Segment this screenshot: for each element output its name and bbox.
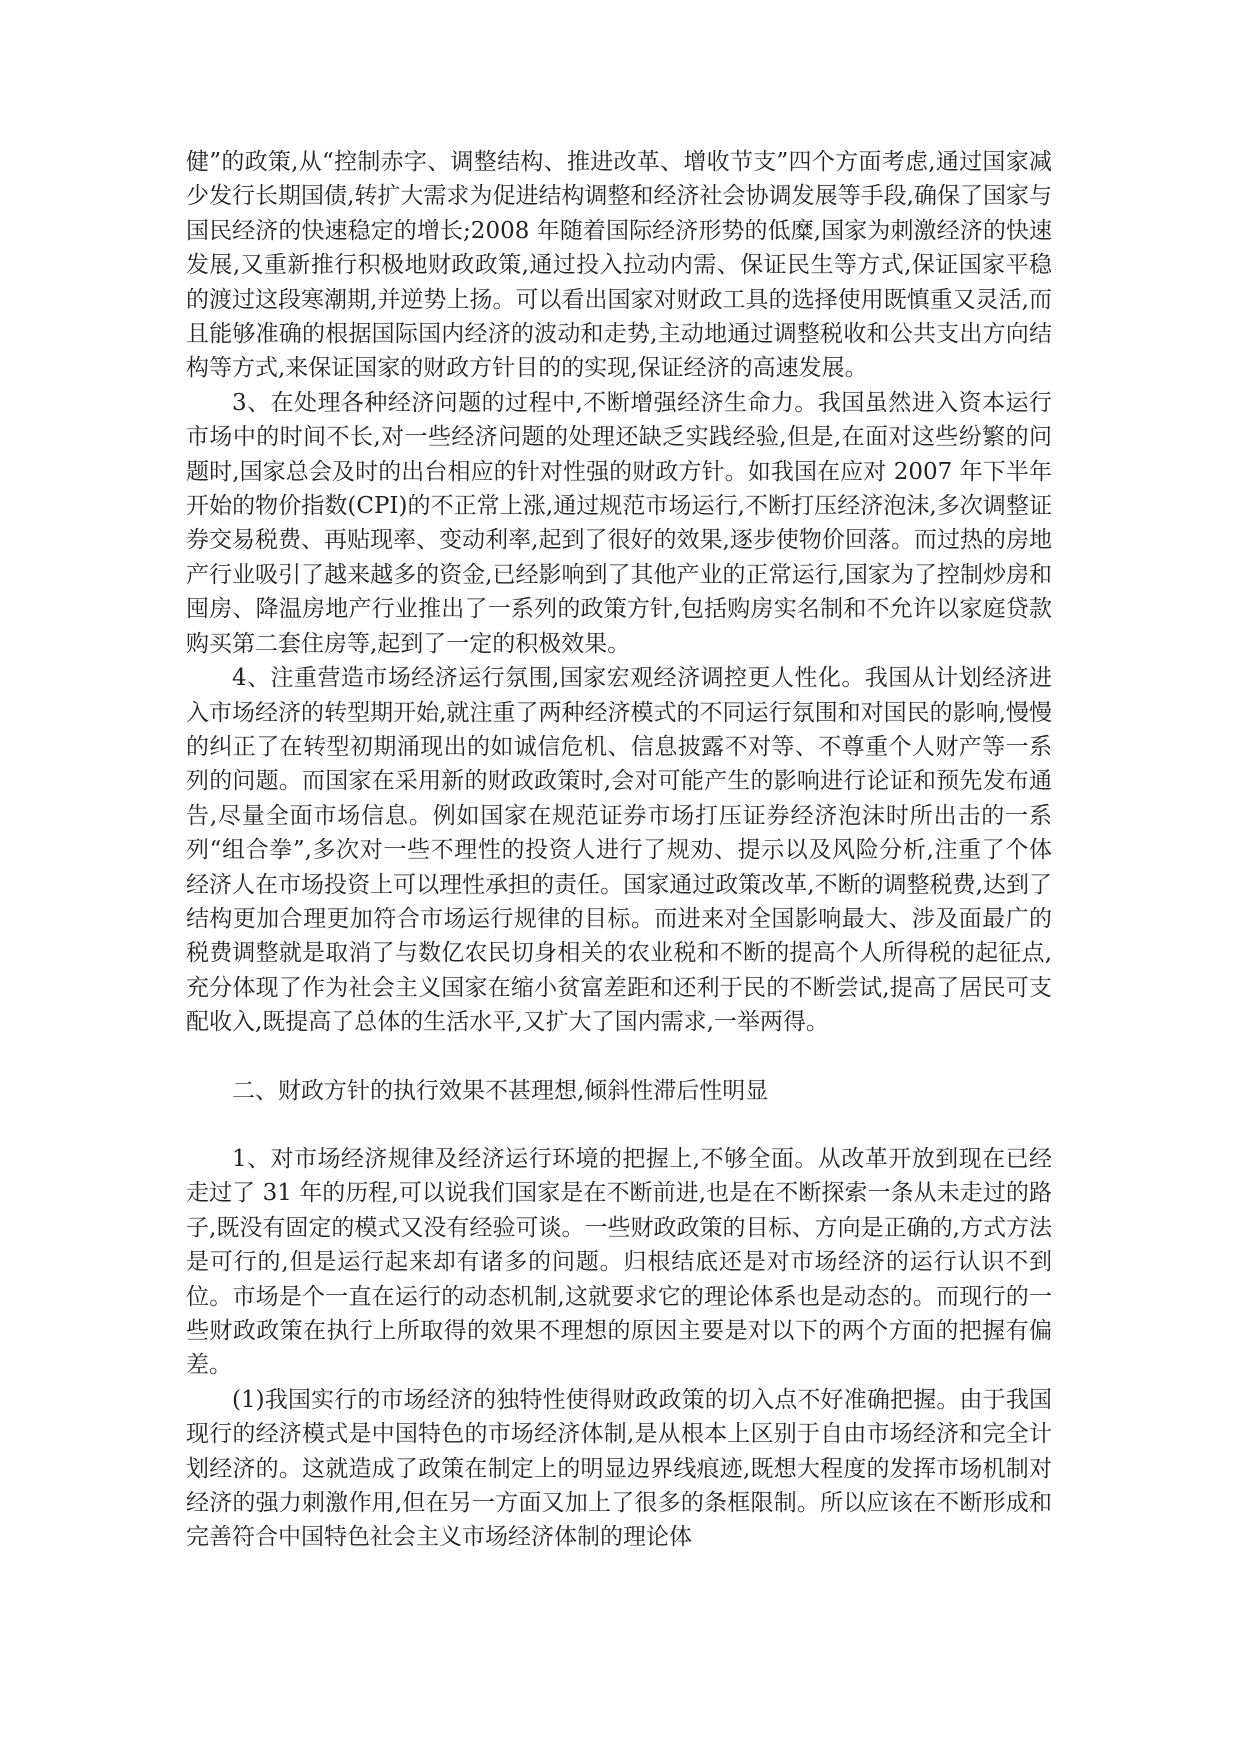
document-page xyxy=(186,145,1052,1555)
paragraph-continuation: 健”的政策,从“控制赤字、调整结构、推进改革、增收节支”四个方面考虑,通过国家减少发行长期国债,转扩大需求为促进结构调整和经济社会协调发展等手段,确保了国家与国民经济的快速稳定的增长;2008 年随着国际经济形势的低糜,国家为刺激经济的快速发展,又重新推行积极地财政政策,通过投入拉动内需、保证民生等方式,保证国家平稳的渡过这段寒潮期,并逆势上扬。可以看出国家对财政工具的选择使用既慎重又灵活,而且能够准确的根据国际国内经济的波动和走势,主动地通过调整税收和公共支出方向结构等方式,来保证国家的财政方针目的的实现,保证经济的高速发展。 xyxy=(186,149,1052,382)
paragraph-section-point-1: 1、对市场经济规律及经济运行环境的把握上,不够全面。从改革开放到现在已经走过了 31 年的历程,可以说我们国家是在不断前进,也是在不断探索一条从未走过的路子,既没有固定的模式又没有经验可谈。一些财政政策的目标、方向是正确的,方式方法是可行的,但是运行起来却有诸多的问题。归根结底还是对市场经济的运行认识不到位。市场是个一直在运行的动态机制,这就要求它的理论体系也是动态的。而现行的一些财政政策在执行上所取得的效果不理想的原因主要是对以下的两个方面的把握有偏差。 xyxy=(186,1145,1052,1379)
paragraph-point-3: 3、在处理各种经济问题的过程中,不断增强经济生命力。我国虽然进入资本运行市场中的时间不长,对一些经济问题的处理还缺乏实践经验,但是,在面对这些纷繁的问题时,国家总会及时的出台相应的针对性强的财政方针。如我国在应对 2007 年下半年开始的物价指数(CPI)的不正常上涨,通过规范市场运行,不断打压经济泡沫,多次调整证券交易税费、再贴现率、变动利率,起到了很好的效果,逐步使物价回落。而过热的房地产行业吸引了越来越多的资金,已经影响到了其他产业的正常运行,国家为了控制炒房和囤房、降温房地产行业推出了一系列的政策方针,包括购房实名制和不允许以家庭贷款购买第二套住房等,起到了一定的积极效果。 xyxy=(186,389,1052,657)
section-heading: 二、财政方针的执行效果不甚理想,倾斜性滞后性明显 xyxy=(232,1077,769,1104)
paragraph-subpoint-1: (1)我国实行的市场经济的独特性使得财政政策的切入点不好准确把握。由于我国现行的经济模式是中国特色的市场经济体制,是从根本上区别于自由市场经济和完全计划经济的。这就造成了政策在制定上的明显边界线痕迹,既想大程度的发挥市场机制对经济的强力刺激作用,但在另一方面又加上了很多的条框限制。所以应该在不断形成和完善符合中国特色社会主义市场经济体制的理论体 xyxy=(186,1386,1052,1551)
paragraph-point-4: 4、注重营造市场经济运行氛围,国家宏观经济调控更人性化。我国从计划经济进入市场经济的转型期开始,就注重了两种经济模式的不同运行氛围和对国民的影响,慢慢的纠正了在转型初期涌现出的如诚信危机、信息披露不对等、不尊重个人财产等一系列的问题。而国家在采用新的财政政策时,会对可能产生的影响进行论证和预先发布通告,尽量全面市场信息。例如国家在规范证券市场打压证券经济泡沫时所出击的一系列“组合拳”,多次对一些不理性的投资人进行了规劝、提示以及风险分析,注重了个体经济人在市场投资上可以理性承担的责任。国家通过政策改革,不断的调整税费,达到了结构更加合理更加符合市场运行规律的目标。而进来对全国影响最大、涉及面最广的税费调整就是取消了与数亿农民切身相关的农业税和不断的提高个人所得税的起征点,充分体现了作为社会主义国家在缩小贫富差距和还利于民的不断尝试,提高了居民可支配收入,既提高了总体的生活水平,又扩大了国内需求,一举两得。 xyxy=(186,665,1052,1036)
